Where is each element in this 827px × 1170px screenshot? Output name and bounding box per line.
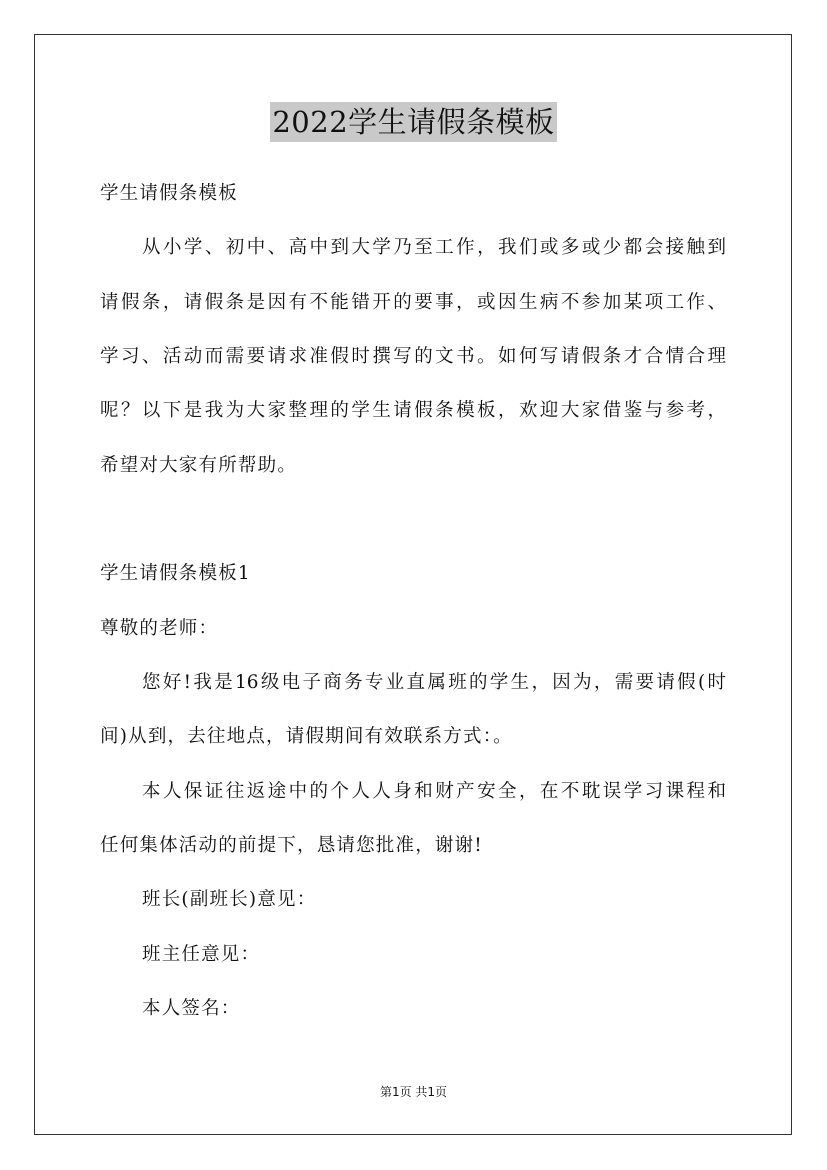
paragraph-line: 学习、活动而需要请求准假时撰写的文书。如何写请假条才合情合理 bbox=[100, 346, 726, 367]
paragraph-line: 本人保证往返途中的个人人身和财产安全，在不耽误学习课程和 bbox=[142, 781, 726, 802]
monitor-opinion-line: 班长(副班长)意见： bbox=[142, 889, 317, 910]
signature-line: 本人签名： bbox=[142, 998, 241, 1019]
document-title: 2022学生请假条模板 bbox=[270, 102, 556, 142]
template-heading: 学生请假条模板1 bbox=[100, 563, 251, 584]
paragraph-line: 呢？以下是我为大家整理的学生请假条模板，欢迎大家借鉴与参考， bbox=[100, 400, 726, 421]
title-container bbox=[0, 102, 827, 142]
paragraph-line: 间)从到，去往地点，请假期间有效联系方式：。 bbox=[100, 726, 513, 747]
paragraph-line: 从小学、初中、高中到大学乃至工作，我们或多或少都会接触到 bbox=[142, 237, 726, 258]
section-heading: 学生请假条模板 bbox=[100, 183, 238, 204]
page-footer: 第1页 共1页 bbox=[379, 1085, 448, 1099]
salutation: 尊敬的老师： bbox=[100, 618, 219, 639]
paragraph-line: 请假条，请假条是因有不能错开的要事，或因生病不参加某项工作、 bbox=[100, 292, 726, 313]
paragraph-line: 您好!我是16级电子商务专业直属班的学生，因为，需要请假(时 bbox=[142, 672, 726, 693]
paragraph-line: 任何集体活动的前提下，恳请您批准，谢谢! bbox=[100, 835, 483, 856]
teacher-opinion-line: 班主任意见： bbox=[142, 944, 261, 965]
paragraph-line: 希望对大家有所帮助。 bbox=[100, 455, 298, 476]
